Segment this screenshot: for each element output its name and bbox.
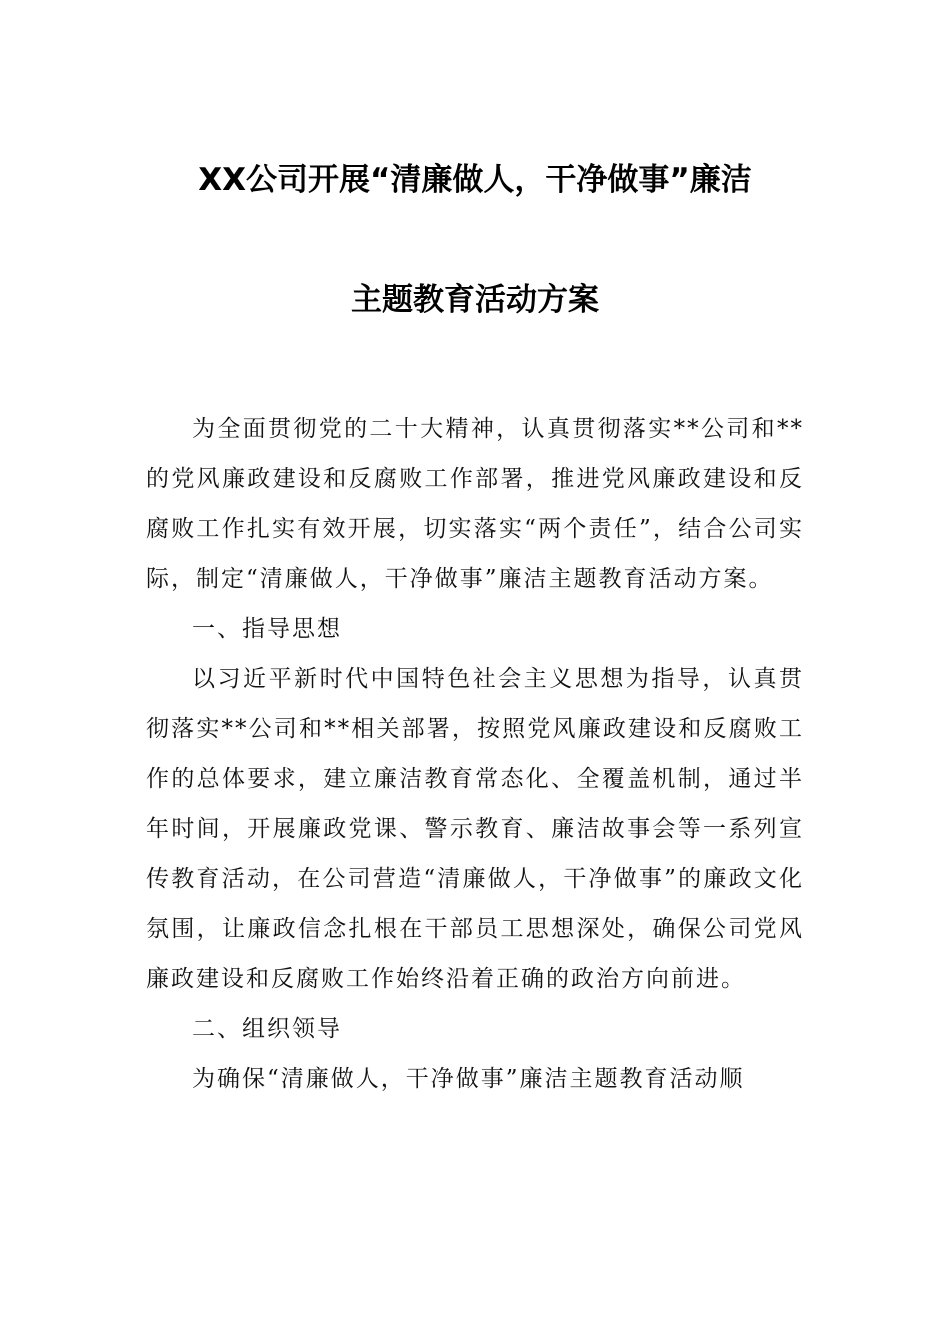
guiding-ideology-paragraph: 以习近平新时代中国特色社会主义思想为指导，认真贯彻落实**公司和**相关部署，按照党风廉政建设和反腐败工作的总体要求，建立廉洁教育常态化、全覆盖机制，通过半年时间，开展廉政党课、警示教育、廉洁故事会等一系列宣传教育活动，在公司营造“清廉做人，干净做事”的廉政文化氛围，让廉政信念扎根在干部员工思想深处，确保公司党风廉政建设和反腐败工作始终沿着正确的政治方向前进。 xyxy=(146,666,804,992)
document-title-line-1: XX公司开展“清廉做人，干净做事”廉洁 xyxy=(198,162,752,198)
intro-paragraph: 为全面贯彻党的二十大精神，认真贯彻落实**公司和**的党风廉政建设和反腐败工作部署，推进党风廉政建设和反腐败工作扎实有效开展，切实落实“两个责任”，结合公司实际，制定“清廉做人，干净做事”廉洁主题教育活动方案。 xyxy=(146,416,804,592)
section-heading-organization: 二、组织领导 xyxy=(192,1016,342,1042)
document-body xyxy=(146,404,804,1104)
section-heading-guiding-ideology: 一、指导思想 xyxy=(192,616,342,642)
organization-paragraph: 为确保“清廉做人，干净做事”廉洁主题教育活动顺 xyxy=(192,1066,745,1092)
document-title-line-2: 主题教育活动方案 xyxy=(351,282,599,318)
